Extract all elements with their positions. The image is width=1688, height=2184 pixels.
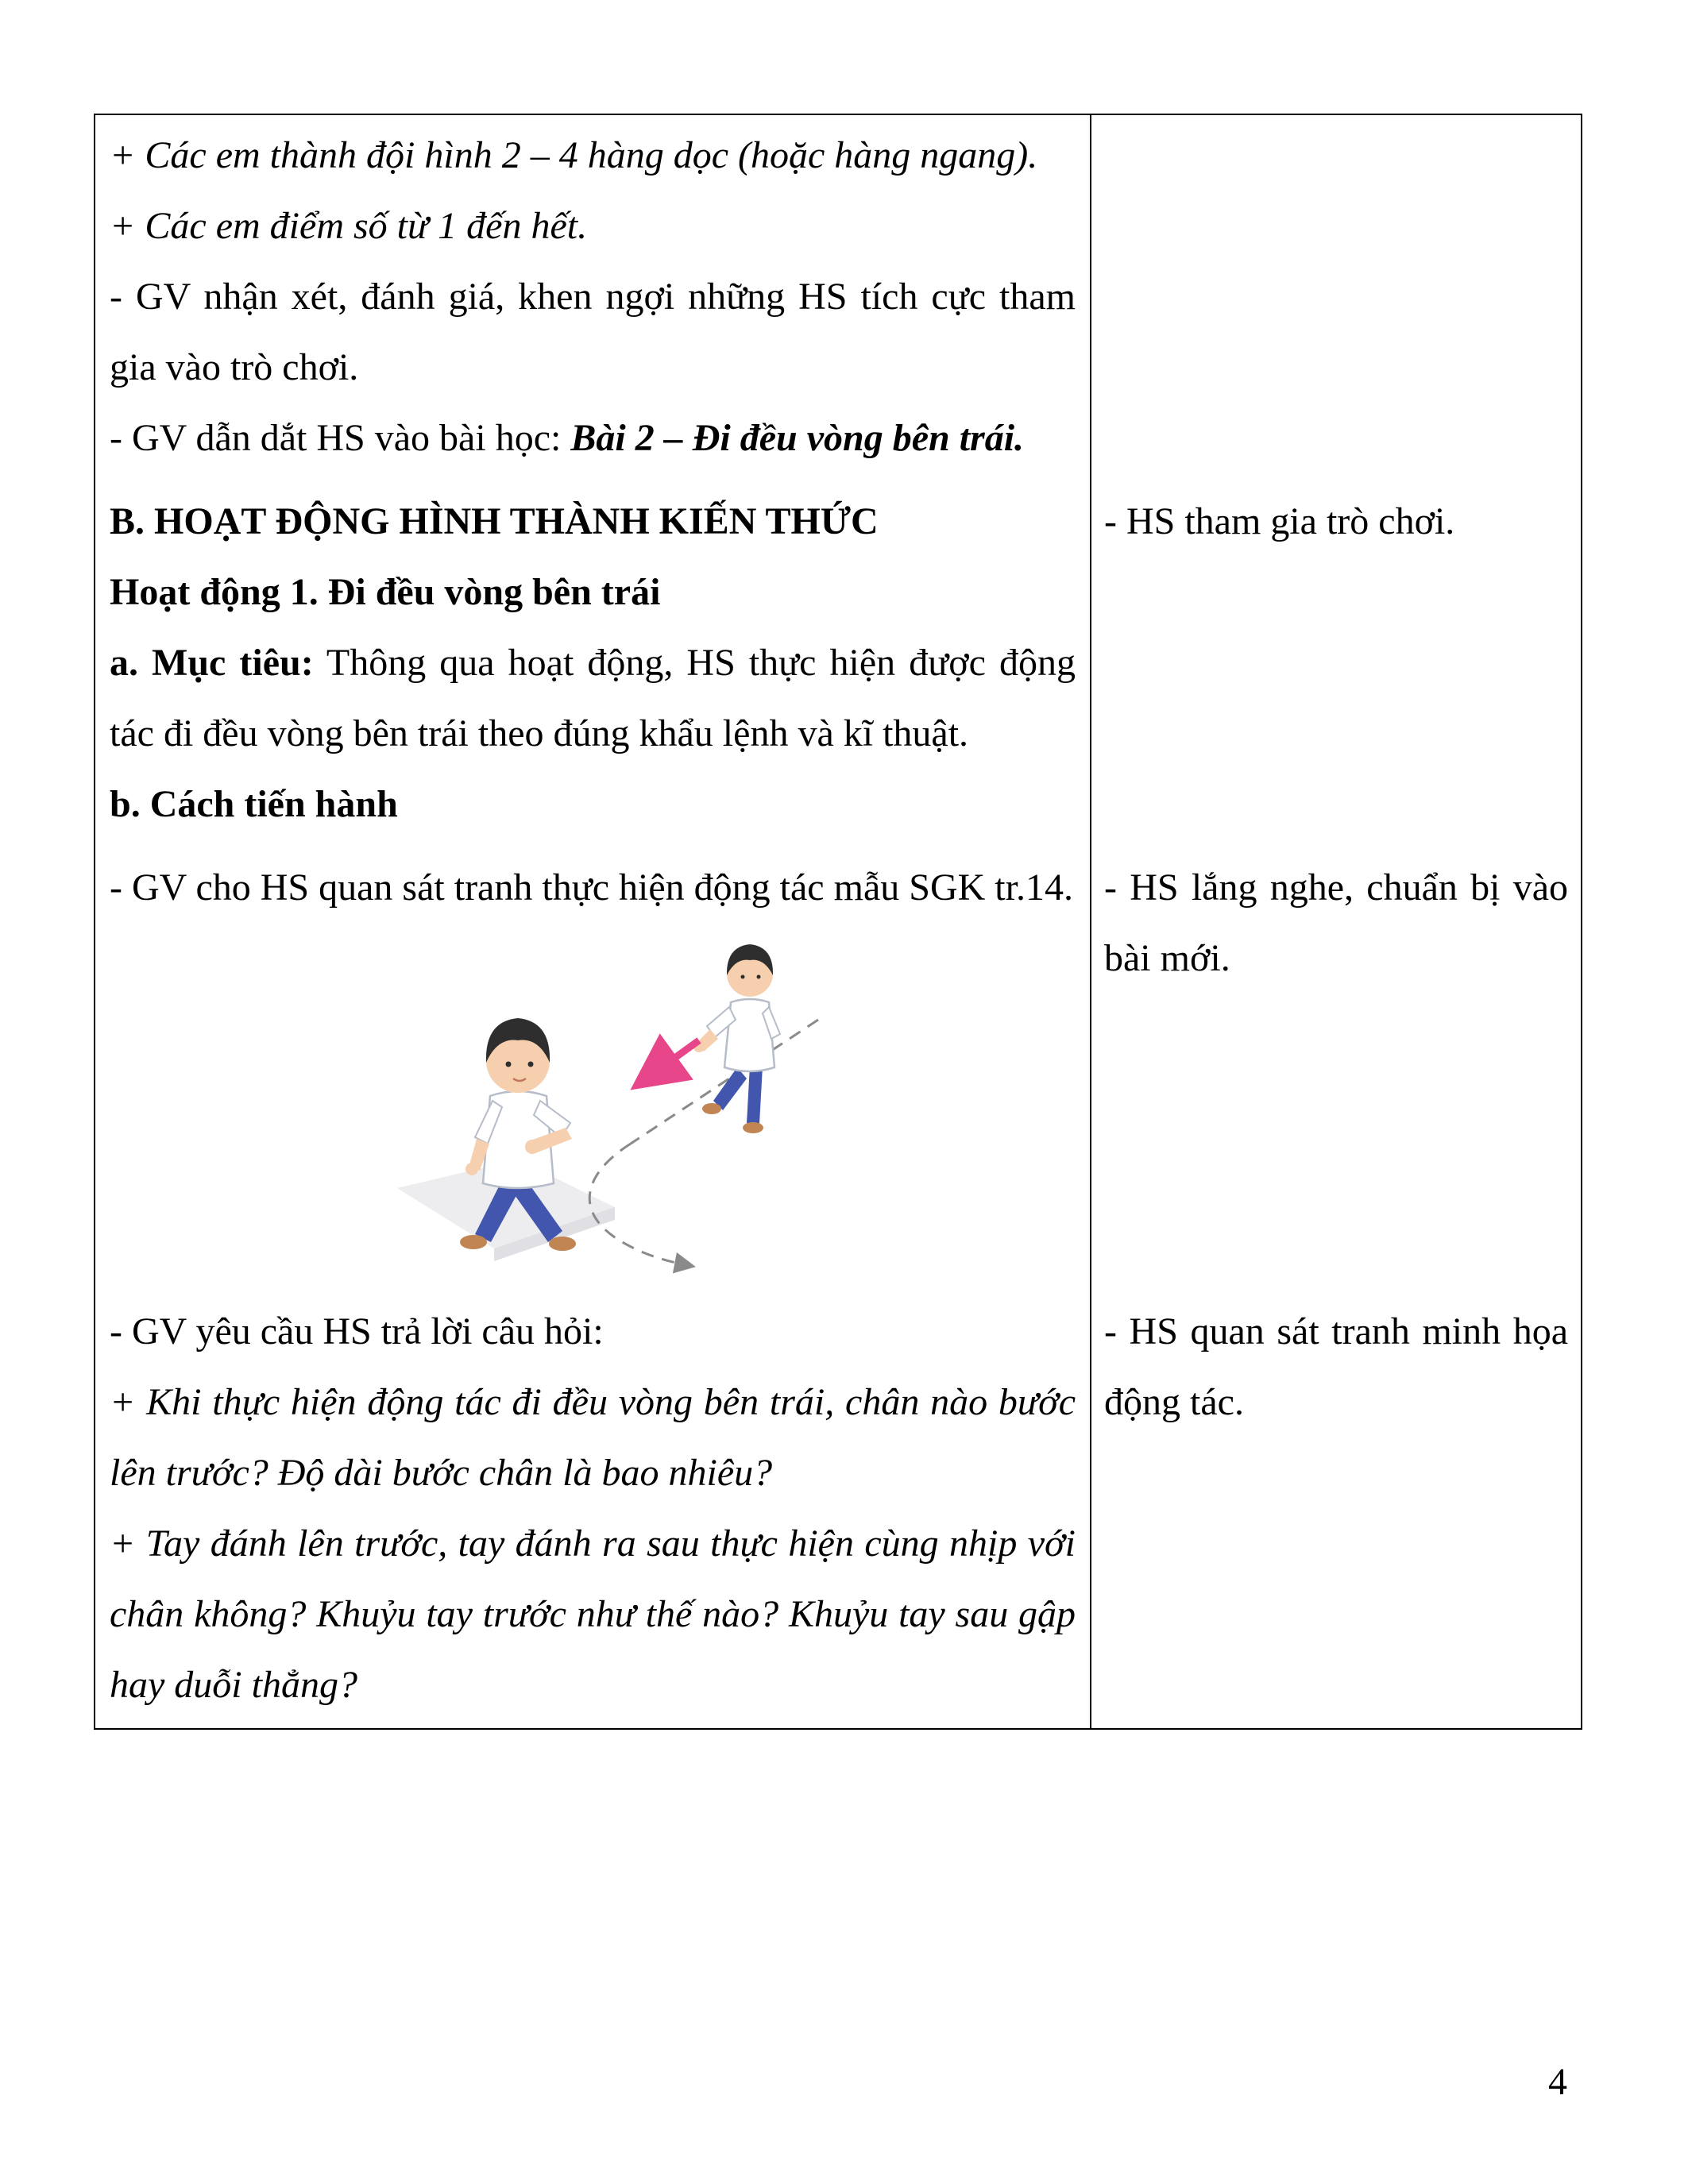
student-activity-cell: [1090, 115, 1581, 481]
teacher-activity-cell: [95, 847, 1090, 1291]
objective-text: Thông qua hoạt động, HS thực hiện được động tác đi đều vòng bên trái theo đúng khẩu lệnh và kĩ thuật.: [110, 642, 1076, 754]
lesson-title: Bài 2 – Đi đều vòng bên trái.: [570, 417, 1025, 459]
objective-paragraph: [110, 627, 1076, 769]
marching-illustration: [383, 932, 828, 1274]
boy-back-figure: [693, 944, 780, 1133]
marching-turn-left-figure: [383, 932, 828, 1274]
student-activity: - HS tham gia trò chơi.: [1104, 500, 1455, 542]
teacher-instruction: [110, 403, 1076, 473]
path-dashed-line: [589, 1020, 818, 1266]
teacher-activity-cell: [95, 115, 1090, 481]
teacher-instruction: - GV nhận xét, đánh giá, khen ngợi những HS tích cực tham gia vào trò chơi.: [110, 276, 1076, 388]
objective-label: a. Mục tiêu:: [110, 642, 314, 684]
lesson-plan-table: [94, 114, 1582, 1730]
page-number: 4: [1548, 2061, 1567, 2103]
teacher-activity-cell: [95, 1291, 1090, 1728]
direction-arrow-icon: [642, 1040, 699, 1082]
lead-text: - GV dẫn dắt HS vào bài học:: [110, 417, 571, 459]
teacher-instruction: + Các em thành đội hình 2 – 4 hàng dọc (hoặc hàng ngang).: [110, 134, 1038, 176]
student-activity-cell: [1090, 481, 1581, 847]
method-heading: b. Cách tiến hành: [110, 783, 398, 825]
teacher-instruction: - GV cho HS quan sát tranh thực hiện động tác mẫu SGK tr.14.: [110, 866, 1073, 909]
teacher-instruction: - GV yêu cầu HS trả lời câu hỏi:: [110, 1310, 604, 1352]
student-activity-cell: [1090, 1291, 1581, 1728]
student-activity: - HS quan sát tranh minh họa động tác.: [1104, 1310, 1568, 1423]
section-heading: B. HOẠT ĐỘNG HÌNH THÀNH KIẾN THỨC: [110, 500, 879, 542]
activity-heading: Hoạt động 1. Đi đều vòng bên trái: [110, 571, 661, 613]
student-activity-cell: [1090, 847, 1581, 1291]
teacher-question: + Khi thực hiện động tác đi đều vòng bên trái, chân nào bước lên trước? Độ dài bước chân là bao nhiêu?: [110, 1381, 1076, 1494]
student-activity: - HS lắng nghe, chuẩn bị vào bài mới.: [1104, 866, 1568, 979]
teacher-instruction: + Các em điểm số từ 1 đến hết.: [110, 205, 588, 247]
teacher-activity-cell: [95, 481, 1090, 847]
teacher-question: + Tay đánh lên trước, tay đánh ra sau thực hiện cùng nhịp với chân không? Khuỷu tay trước như thế nào? Khuỷu tay sau gập hay duỗi thẳng?: [110, 1522, 1076, 1706]
